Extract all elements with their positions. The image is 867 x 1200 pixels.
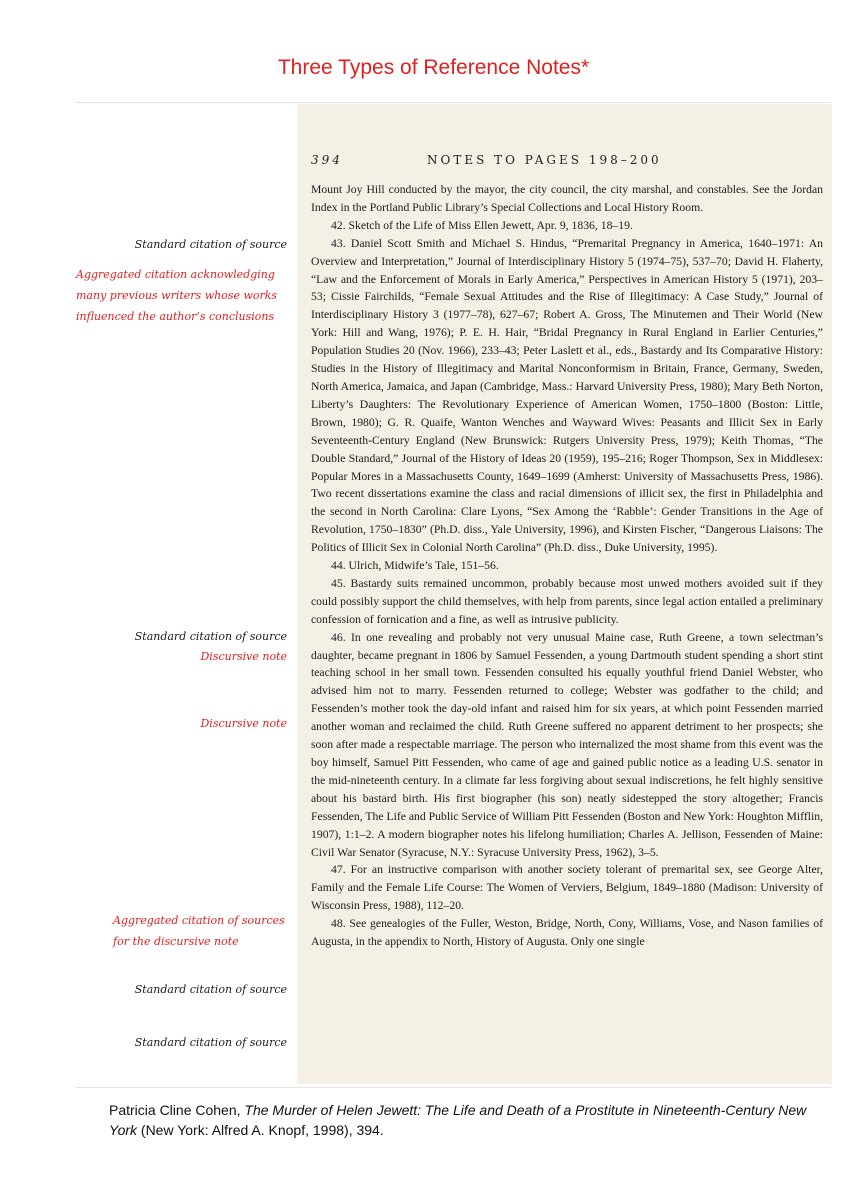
notes-text — [311, 181, 823, 951]
annotation-standard-42: Standard citation of source — [134, 238, 287, 251]
annotation-standard-44: Standard citation of source — [134, 630, 287, 643]
bottom-divider — [75, 1087, 831, 1088]
annotation-line: many previous writers whose works — [76, 289, 278, 302]
note-46: 46. In one revealing and probably not very unusual Maine case, Ruth Greene, a town selectman’s daughter, became pregnant in 1806 by Samuel Fessenden, a young Dartmouth student spending a short stint teaching school in her small town. Fessenden consulted his equally youthful friend Daniel Webster, who advised him not to marry. Fessenden returned to college; Webster was godfather to the child; and Fessenden’s mother took the day-old infant and raised him for six years, at which point Fessenden married another woman and reclaimed the child. Ruth Greene suffered no apparent detriment to her prospects; she soon after made a respectable marriage. The person who internalized the most shame from this event was the boy himself, Samuel Pitt Fessenden, who came of age and gained public notice as a leading U.S. senator in the mid-nineteenth century. In a climate far less forgiving about sexual indiscretions, he felt highly sensitive about his bastard birth. His first biographer (his son) neatly sidestepped the story altogether; Francis Fessenden, The Life and Public Service of William Pitt Fessenden (Boston and New York: Houghton Mifflin, 1907), 1:1–2. A modern biographer notes his lifelong humiliation; Charles A. Jellison, Fessenden of Maine: Civil War Senator (Syracuse, N.Y.: Syracuse University Press, 1962), 3–5. — [311, 630, 823, 859]
annotation-discursive-45: Discursive note — [200, 650, 287, 663]
note-42: 42. Sketch of the Life of Miss Ellen Jewett, Apr. 9, 1836, 18–19. — [331, 218, 633, 232]
note-continuation: Mount Joy Hill conducted by the mayor, the city council, the city marshal, and constables. See the Jordan Index in the Portland Public Library’s Special Collections and Local History Room. — [311, 183, 823, 214]
annotation-line: Aggregated citation of sources — [113, 914, 285, 927]
page-number: 394 — [311, 153, 343, 167]
caption-publication: (New York: Alfred A. Knopf, 1998), 394. — [137, 1122, 384, 1138]
note-45: 45. Bastardy suits remained uncommon, probably because most unwed mothers avoided suit if they could possibly support the child themselves, with help from parents, since legal action entailed a preliminary confession of fornication and a fine, as well as intrusive publicity. — [311, 576, 823, 626]
annotation-line: for the discursive note — [113, 935, 239, 948]
page-title: Three Types of Reference Notes* — [277, 56, 590, 79]
annotation-aggregated-46 — [113, 910, 285, 952]
annotation-line: Aggregated citation acknowledging — [76, 268, 275, 281]
source-caption — [109, 1100, 829, 1140]
annotation-line: influenced the author’s conclusions — [76, 310, 275, 323]
caption-author: Patricia Cline Cohen, — [109, 1102, 245, 1118]
top-divider — [75, 102, 831, 103]
annotation-discursive-46: Discursive note — [200, 717, 287, 730]
annotation-standard-47: Standard citation of source — [134, 983, 287, 996]
running-head: NOTES TO PAGES 198–200 — [427, 153, 662, 167]
note-48: 48. See genealogies of the Fuller, Weston, Bridge, North, Cony, Williams, Vose, and Nason families of Augusta, in the appendix to North, History of Augusta. Only one single — [311, 917, 823, 949]
note-43: 43. Daniel Scott Smith and Michael S. Hindus, “Premarital Pregnancy in America, 1640–1971: An Overview and Interpretation,” Journal of Interdisciplinary History 5 (1974–75), 537–70; David H. Flaherty, “Law and the Enforcement of Morals in Early America,” Perspectives in American History 5 (1971), 203–53; Cissie Fairchilds, “Female Sexual Attitudes and the Rise of Illegitimacy: A Case Study,” Journal of Interdisciplinary History 3 (1977–78), 627–67; Robert A. Gross, The Minutemen and Their World (New York: Hill and Wang, 1976); P. E. H. Hair, “Bridal Pregnancy in Rural England in Earlier Centuries,” Population Studies 20 (Nov. 1966), 233–43; Peter Laslett et al., eds., Bastardy and Its Comparative History: Studies in the History of Illegitimacy and Marital Nonconformism in Britain, France, Germany, Sweden, North America, Jamaica, and Japan (Cambridge, Mass.: Harvard University Press, 1980); Mary Beth Norton, Liberty’s Daughters: The Revolutionary Experience of American Women, 1750–1800 (Boston: Little, Brown, 1980); G. R. Quaife, Wanton Wenches and Wayward Wives: Peasants and Illicit Sex in Early Seventeenth-Century England (New Brunswick: Rutgers University Press, 1979); Keith Thomas, “The Double Standard,” Journal of the History of Ideas 20 (1959), 195–216; Roger Thompson, Sex in Middlesex: Popular Mores in a Massachusetts County, 1649–1699 (Amherst: University of Massachusetts Press, 1986). Two recent dissertations examine the class and racial dimensions of illicit sex, the first in Philadelphia and the second in North Carolina: Clare Lyons, “Sex Among the ‘Rabble’: Gender Transitions in the Age of Revolution, 1750–1830” (Ph.D. diss., Yale University, 1996), and Kirsten Fischer, “Dangerous Liaisons: The Politics of Illicit Sex in Colonial North Carolina” (Ph.D. diss., Duke University, 1995). — [311, 236, 823, 555]
annotation-standard-48: Standard citation of source — [134, 1036, 287, 1049]
caption-book-title: The Murder of Helen Jewett: The Life and Death of a Prostitute in Nineteenth-Century New York — [109, 1102, 807, 1138]
note-44: 44. Ulrich, Midwife’s Tale, 151–56. — [331, 559, 499, 573]
note-47: 47. For an instructive comparison with another society tolerant of premarital sex, see George Alter, Family and the Female Life Course: The Women of Verviers, Belgium, 1849–1880 (Madison: University of Wisconsin Press, 1988), 112–20. — [311, 863, 823, 913]
annotation-aggregated-43 — [76, 264, 277, 327]
